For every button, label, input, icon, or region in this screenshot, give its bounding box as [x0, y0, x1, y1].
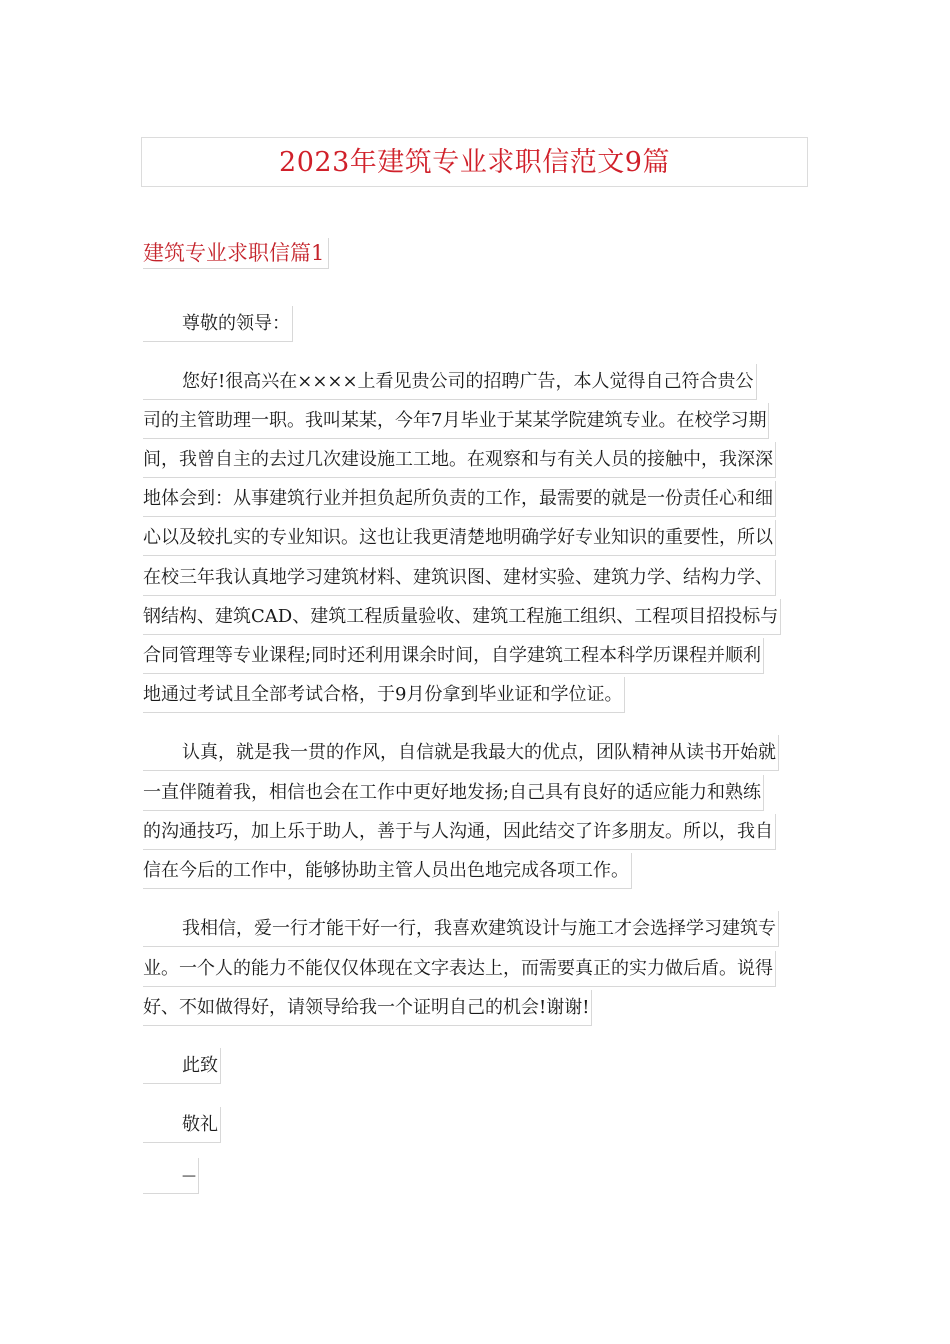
paragraph-3-line-2: 业。一个人的能力不能仅仅体现在文字表达上，而需要真正的实力做后盾。说得 — [143, 951, 776, 987]
section-heading: 建筑专业求职信篇1 — [143, 238, 329, 269]
paragraph-1-line-8: 合同管理等专业课程;同时还利用课余时间，自学建筑工程本科学历课程并顺利 — [143, 638, 764, 674]
document-title: 2023年建筑专业求职信范文9篇 — [279, 146, 670, 178]
closing-ci-zhi: 此致 — [143, 1048, 221, 1084]
document-title-box — [141, 137, 808, 187]
paragraph-2-line-4: 信在今后的工作中，能够协助主管人员出色地完成各项工作。 — [143, 853, 632, 889]
paragraph-1-line-9: 地通过考试且全部考试合格，于9月份拿到毕业证和学位证。 — [143, 677, 625, 713]
paragraph-3-line-1: 我相信，爱一行才能干好一行，我喜欢建筑设计与施工才会选择学习建筑专 — [143, 911, 779, 947]
paragraph-1-line-6: 在校三年我认真地学习建筑材料、建筑识图、建材实验、建筑力学、结构力学、 — [143, 560, 776, 596]
paragraph-1-line-4: 地体会到：从事建筑行业并担负起所负责的工作，最需要的就是一份责任心和细 — [143, 481, 776, 517]
paragraph-1-line-2: 司的主管助理一职。我叫某某，今年7月毕业于某某学院建筑专业。在校学习期 — [143, 403, 769, 439]
paragraph-2-line-1: 认真，就是我一贯的作风，自信就是我最大的优点，团队精神从读书开始就 — [143, 735, 779, 771]
paragraph-1-line-3: 间，我曾自主的去过几次建设施工工地。在观察和与有关人员的接触中，我深深 — [143, 442, 776, 478]
closing-jing-li: 敬礼 — [143, 1107, 221, 1143]
paragraph-1-line-1: 您好!很高兴在××××上看见贵公司的招聘广告，本人觉得自己符合贵公 — [143, 364, 757, 400]
paragraph-1-line-7: 钢结构、建筑CAD、建筑工程质量验收、建筑工程施工组织、工程项目招投标与 — [143, 599, 781, 635]
signature-mark: — — [143, 1158, 199, 1194]
salutation: 尊敬的领导： — [143, 306, 293, 342]
paragraph-1-line-5: 心以及较扎实的专业知识。这也让我更清楚地明确学好专业知识的重要性，所以 — [143, 520, 776, 556]
paragraph-2-line-2: 一直伴随着我，相信也会在工作中更好地发扬;自己具有良好的适应能力和熟练 — [143, 775, 764, 811]
paragraph-2-line-3: 的沟通技巧，加上乐于助人，善于与人沟通，因此结交了许多朋友。所以，我自 — [143, 814, 776, 850]
paragraph-3-line-3: 好、不如做得好，请领导给我一个证明自己的机会!谢谢! — [143, 990, 592, 1026]
